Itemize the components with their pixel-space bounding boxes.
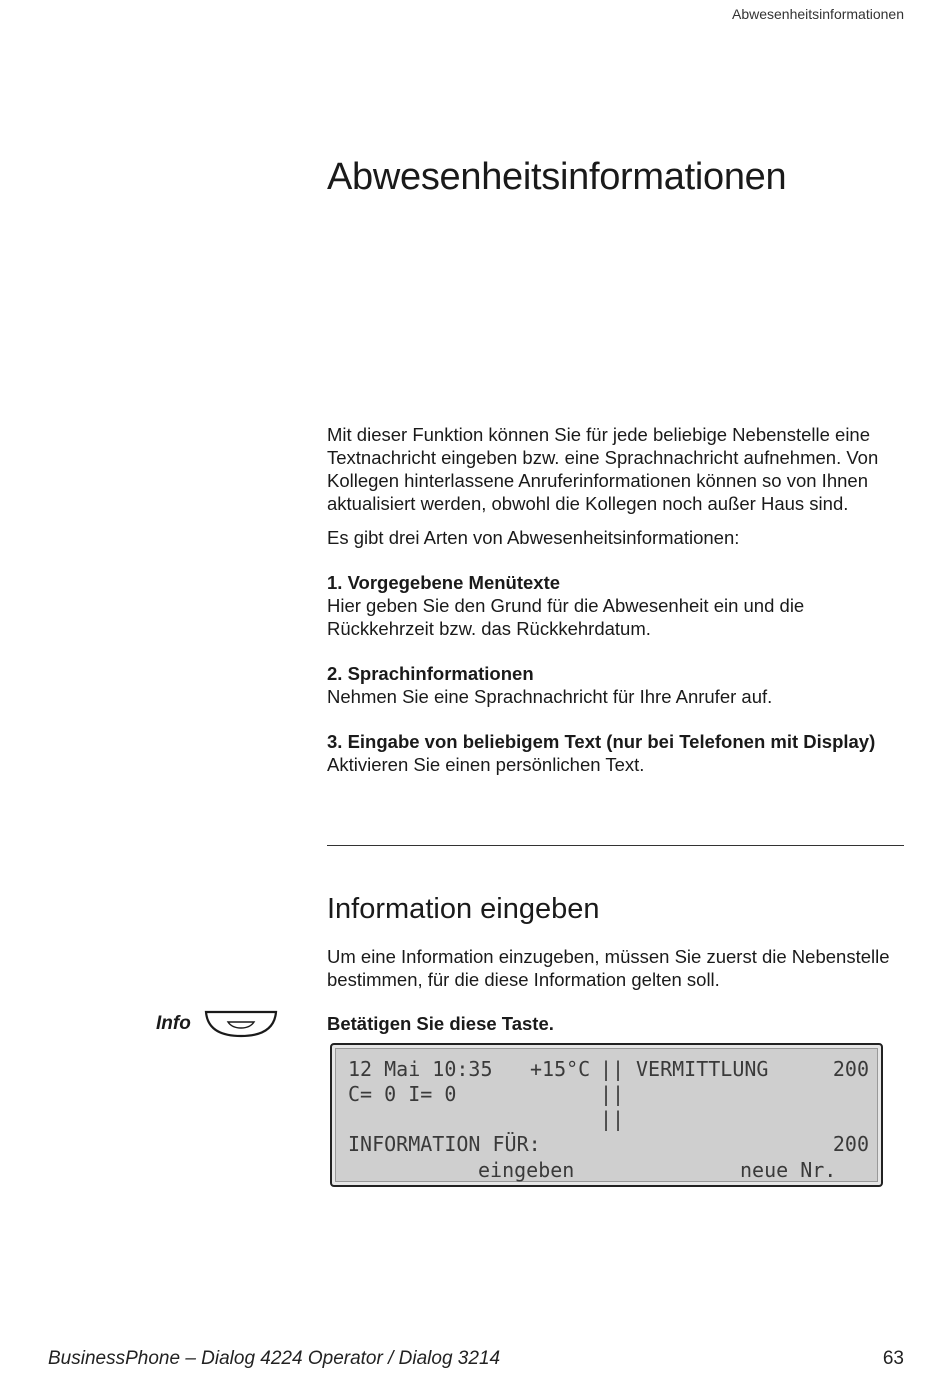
footer-product: BusinessPhone – Dialog 4224 Operator / Dialog 3214	[48, 1348, 501, 1369]
display-row-1	[348, 1057, 869, 1081]
item-title: 2. Sprachinformationen	[327, 663, 534, 684]
section-title: Information eingeben	[327, 893, 600, 925]
display-separator: ||	[600, 1057, 625, 1081]
display-temperature: +15°C	[530, 1057, 591, 1081]
display-separator: ||	[600, 1107, 625, 1131]
display-extension: 200	[832, 1057, 869, 1081]
page-number: 63	[882, 1348, 904, 1369]
section-text	[327, 945, 904, 1002]
info-key-label: Info	[156, 1013, 191, 1034]
running-header: Abwesenheitsinformationen	[732, 6, 904, 22]
display-row-3	[348, 1107, 869, 1131]
phone-display	[330, 1043, 883, 1187]
display-target-extension: 200	[832, 1132, 869, 1156]
display-datetime: 12 Mai 10:35	[348, 1057, 493, 1081]
display-operator-name: VERMITTLUNG	[636, 1057, 769, 1081]
softkey-eingeben[interactable]: eingeben	[478, 1158, 575, 1182]
item-title: 3. Eingabe von beliebigem Text (nur bei Telefonen mit Display)	[327, 731, 876, 752]
intro-section	[327, 423, 904, 776]
display-row-5	[348, 1158, 869, 1182]
item-text: Aktivieren Sie einen persönlichen Text.	[327, 754, 645, 775]
list-item	[327, 571, 904, 640]
list-item	[327, 662, 904, 708]
softkey-neue-nr[interactable]: neue Nr.	[740, 1158, 837, 1182]
intro-paragraph-1: Mit dieser Funktion können Sie für jede beliebige Nebenstelle eine Textnachricht eingeben bzw. eine Sprachnachricht aufnehmen. Von Kollegen hinterlassene Anruferinformationen können so von Ihnen aktualisiert werden, obwohl die Kollegen noch außer Haus sind.	[327, 424, 879, 514]
item-title: 1. Vorgegebene Menütexte	[327, 572, 561, 593]
section-paragraph: Um eine Information einzugeben, müssen Sie zuerst die Nebenstelle bestimmen, für die diese Information gelten soll.	[327, 946, 890, 990]
intro-paragraph-2: Es gibt drei Arten von Abwesenheitsinformationen:	[327, 527, 740, 548]
display-row-4	[348, 1132, 869, 1156]
step-instruction: Betätigen Sie diese Taste.	[327, 1013, 554, 1034]
item-text: Nehmen Sie eine Sprachnachricht für Ihre Anrufer auf.	[327, 686, 773, 707]
info-key-icon	[204, 1010, 278, 1038]
display-counters: C= 0 I= 0	[348, 1082, 457, 1106]
item-text: Hier geben Sie den Grund für die Abwesenheit ein und die Rückkehrzeit bzw. das Rückkehrdatum.	[327, 595, 805, 639]
list-item	[327, 730, 904, 776]
display-information-label: INFORMATION FÜR:	[348, 1132, 541, 1156]
display-row-2	[348, 1082, 869, 1106]
page-title: Abwesenheitsinformationen	[327, 156, 787, 198]
display-separator: ||	[600, 1082, 625, 1106]
section-divider	[327, 845, 904, 846]
